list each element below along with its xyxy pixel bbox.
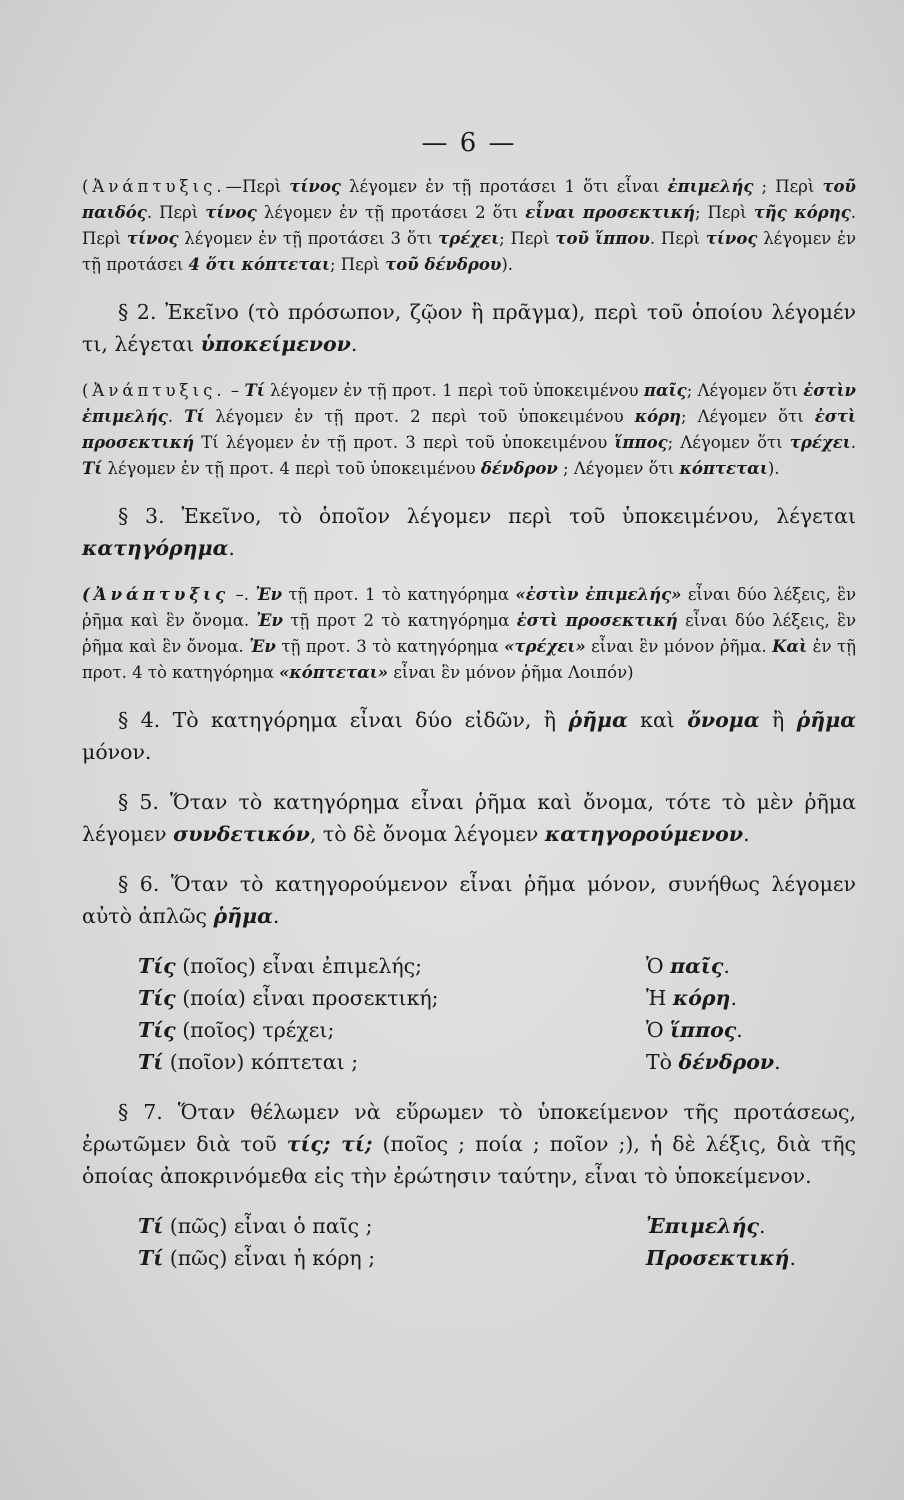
section-6: § 6. Ὅταν τὸ κατηγορούμενον εἶναι ῥῆμα μόνον, συνήθως λέγομεν αὐτὸ ἁπλῶς ῥῆμα. [82,872,856,928]
answer: Ὁ παῖς. [646,954,730,978]
section-4: § 4. Τὸ κατηγόρημα εἶναι δύο εἰδῶν, ἢ ῥῆμα καὶ ὄνομα ἢ ῥῆμα μόνον. [82,708,856,764]
question: Τί (πῶς) εἶναι ἡ κόρη ; [138,1246,376,1270]
section-7: § 7. Ὅταν θέλωμεν νὰ εὕρωμεν τὸ ὑποκείμενον τῆς προτάσεως, ἐρωτῶμεν διὰ τοῦ τίς; τί; (ποῖος ; ποία ; ποῖον ;), ἡ δὲ λέξις, διὰ τῆς ὁποίας ἀποκρινόμεθα εἰς τὴν ἐρώτησιν ταύτην, εἶναι τὸ ὑποκείμενον. [82,1100,856,1188]
question: Τί (πῶς) εἶναι ὁ παῖς ; [138,1214,373,1238]
section-5: § 5. Ὅταν τὸ κατηγόρημα εἶναι ῥῆμα καὶ ὄνομα, τότε τὸ μὲν ῥῆμα λέγομεν συνδετικόν, τὸ δὲ ὄνομα λέγομεν κατηγορούμενον. [82,790,856,846]
question: Τί (ποῖον) κόπτεται ; [138,1050,359,1074]
section-2: § 2. Ἐκεῖνο (τὸ πρόσωπον, ζῷον ἢ πρᾶγμα), περὶ τοῦ ὁποίου λέγομέν τι, λέγεται ὑποκείμενον. [82,300,856,356]
analysis-label: (Ἀνάπτυξις. [82,381,226,400]
answer: Ὁ ἵππος. [646,1018,743,1042]
question-answer-list-2 [82,1210,856,1274]
term-kategorema: κατηγόρημα [82,536,229,560]
analysis-label: (Ἀνάπτυξις [82,585,230,604]
question: Τίς (ποῖος) τρέχει; [138,1018,335,1042]
qa-row [82,1242,856,1274]
term-hypokeimenon: ὑποκείμενον [200,332,351,356]
question-answer-list-1 [82,950,856,1078]
answer: Τὸ δένδρον. [646,1050,781,1074]
question: Τίς (ποία) εἶναι προσεκτική; [138,986,439,1010]
section-3: § 3. Ἐκεῖνο, τὸ ὁποῖον λέγομεν περὶ τοῦ ὑποκειμένου, λέγεται κατηγόρημα. [82,504,856,560]
qa-row [82,1210,856,1242]
qa-row [82,1046,856,1078]
page-number: — 6 — [421,128,517,158]
answer: Ἐπιμελής. [646,1214,766,1238]
qa-row [82,982,856,1014]
analysis-paragraph-1: (Ἀνάπτυξις.—Περὶ τίνος λέγομεν ἐν τῇ προτάσει 1 ὅτι εἶναι ἐπιμελής ; Περὶ τοῦ παιδός. Περὶ τίνος λέγομεν ἐν τῇ προτάσει 2 ὅτι εἶναι προσεκτική; Περὶ τῆς κόρης. Περὶ τίνος λέγομεν ἐν τῇ προτάσει 3 ὅτι τρέχει; Περὶ τοῦ ἵππου. Περὶ τίνος λέγομεν ἐν τῇ προτάσει 4 ὅτι κόπτεται; Περὶ τοῦ δένδρου). [82,177,857,274]
analysis-paragraph-2: (Ἀνάπτυξις. – Τί λέγομεν ἐν τῇ προτ. 1 περὶ τοῦ ὑποκειμένου παῖς; Λέγομεν ὅτι ἐστὶν ἐπιμελής. Τί λέγομεν ἐν τῇ προτ. 2 περὶ τοῦ ὑποκειμένου κόρη; Λέγομεν ὅτι ἐστὶ προσεκτική Τί λέγομεν ἐν τῇ προτ. 3 περὶ τοῦ ὑποκειμένου ἵππος; Λέγομεν ὅτι τρέχει. Τί λέγομεν ἐν τῇ προτ. 4 περὶ τοῦ ὑποκειμένου δένδρον ; Λέγομεν ὅτι κόπτεται). [82,381,856,478]
analysis-paragraph-3: (Ἀνάπτυξις –. Ἐν τῇ προτ. 1 τὸ κατηγόρημα «ἐστὶν ἐπιμελής» εἶναι δύο λέξεις, ἓν ῥῆμα καὶ ἓν ὄνομα. Ἐν τῇ προτ 2 τὸ κατηγόρημα ἐστὶ προσεκτική εἶναι δύο λέξεις, ἓν ῥῆμα καὶ ἓν ὄνομα. Ἐν τῇ προτ. 3 τὸ κατηγόρημα «τρέχει» εἶναι ἓν μόνον ῥῆμα. Καὶ ἐν τῇ προτ. 4 τὸ κατηγόρημα «κόπτεται» εἶναι ἓν μόνον ῥῆμα Λοιπόν) [82,585,857,682]
answer: Προσεκτική. [645,1246,796,1270]
qa-row [82,950,856,982]
qa-row [82,1014,856,1046]
analysis-label: (Ἀνάπτυξις. [82,177,226,196]
question: Τίς (ποῖος) εἶναι ἐπιμελής; [138,954,423,978]
answer: Ἡ κόρη. [646,986,737,1010]
